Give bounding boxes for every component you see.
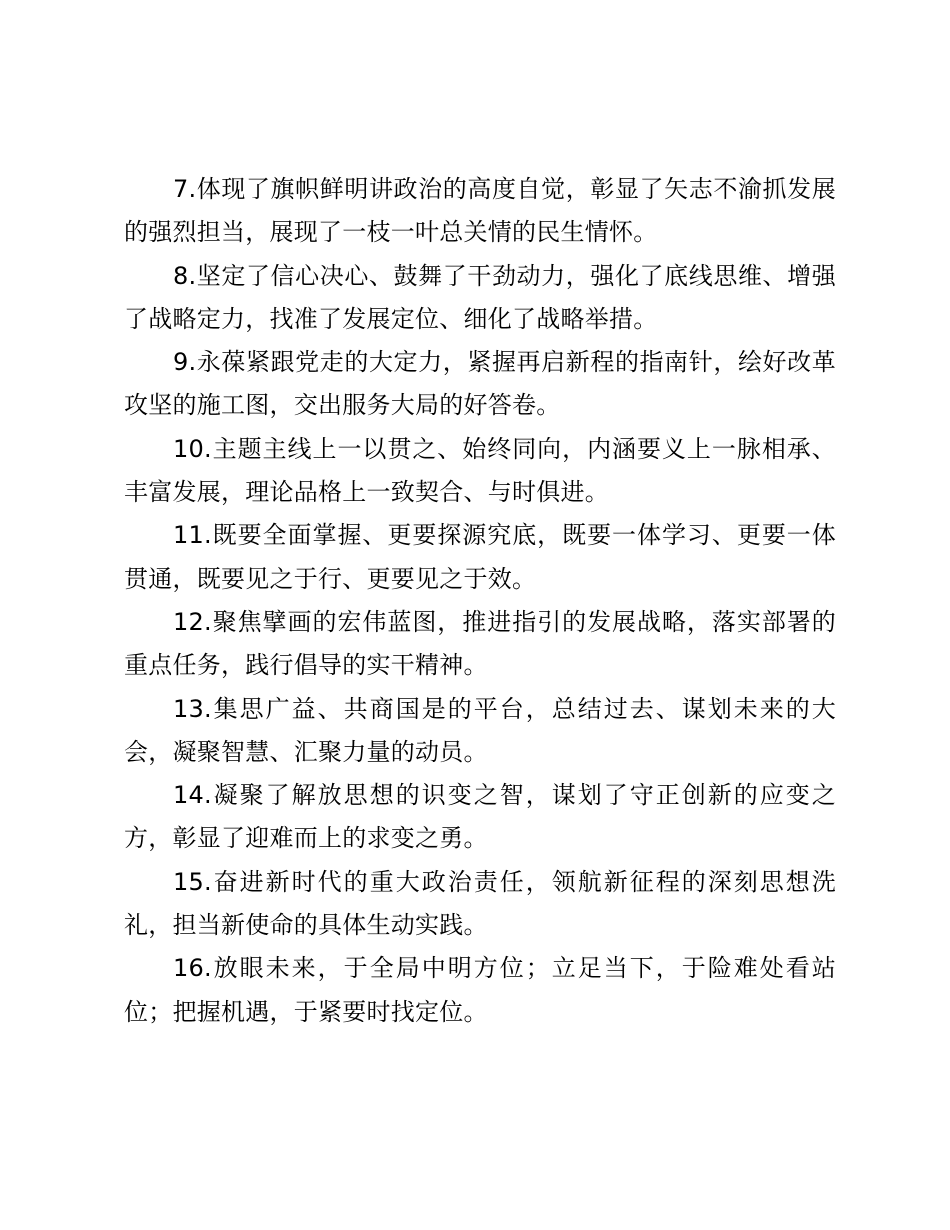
paragraph-15: 15.奋进新时代的重大政治责任，领航新征程的深刻思想洗礼，担当新使命的具体生动实践。 — [124, 867, 836, 940]
paragraph-7: 7.体现了旗帜鲜明讲政治的高度自觉，彰显了矢志不渝抓发展的强烈担当，展现了一枝一叶总关情的民生情怀。 — [124, 175, 836, 247]
paragraph-9: 9.永葆紧跟党走的大定力，紧握再启新程的指南针，绘好改革攻坚的施工图，交出服务大局的好答卷。 — [124, 348, 836, 420]
paragraph-8: 8.坚定了信心决心、鼓舞了干劲动力，强化了底线思维、增强了战略定力，找准了发展定位、细化了战略举措。 — [124, 261, 836, 333]
paragraph-12: 12.聚焦擘画的宏伟蓝图，推进指引的发展战略，落实部署的重点任务，践行倡导的实干精神。 — [124, 607, 836, 680]
paragraph-10: 10.主题主线上一以贯之、始终同向，内涵要义上一脉相承、丰富发展，理论品格上一致契合、与时俱进。 — [124, 434, 836, 507]
paragraph-14: 14.凝聚了解放思想的识变之智，谋划了守正创新的应变之方，彰显了迎难而上的求变之勇。 — [124, 781, 836, 853]
paragraph-11: 11.既要全面掌握、更要探源究底，既要一体学习、更要一体贯通，既要见之于行、更要见之于效。 — [124, 521, 836, 593]
paragraph-13: 13.集思广益、共商国是的平台，总结过去、谋划未来的大会，凝聚智慧、汇聚力量的动员。 — [124, 694, 836, 766]
paragraph-16: 16.放眼未来，于全局中明方位；立足当下，于险难处看站位；把握机遇，于紧要时找定位。 — [124, 954, 836, 1026]
document-body — [124, 168, 836, 1034]
